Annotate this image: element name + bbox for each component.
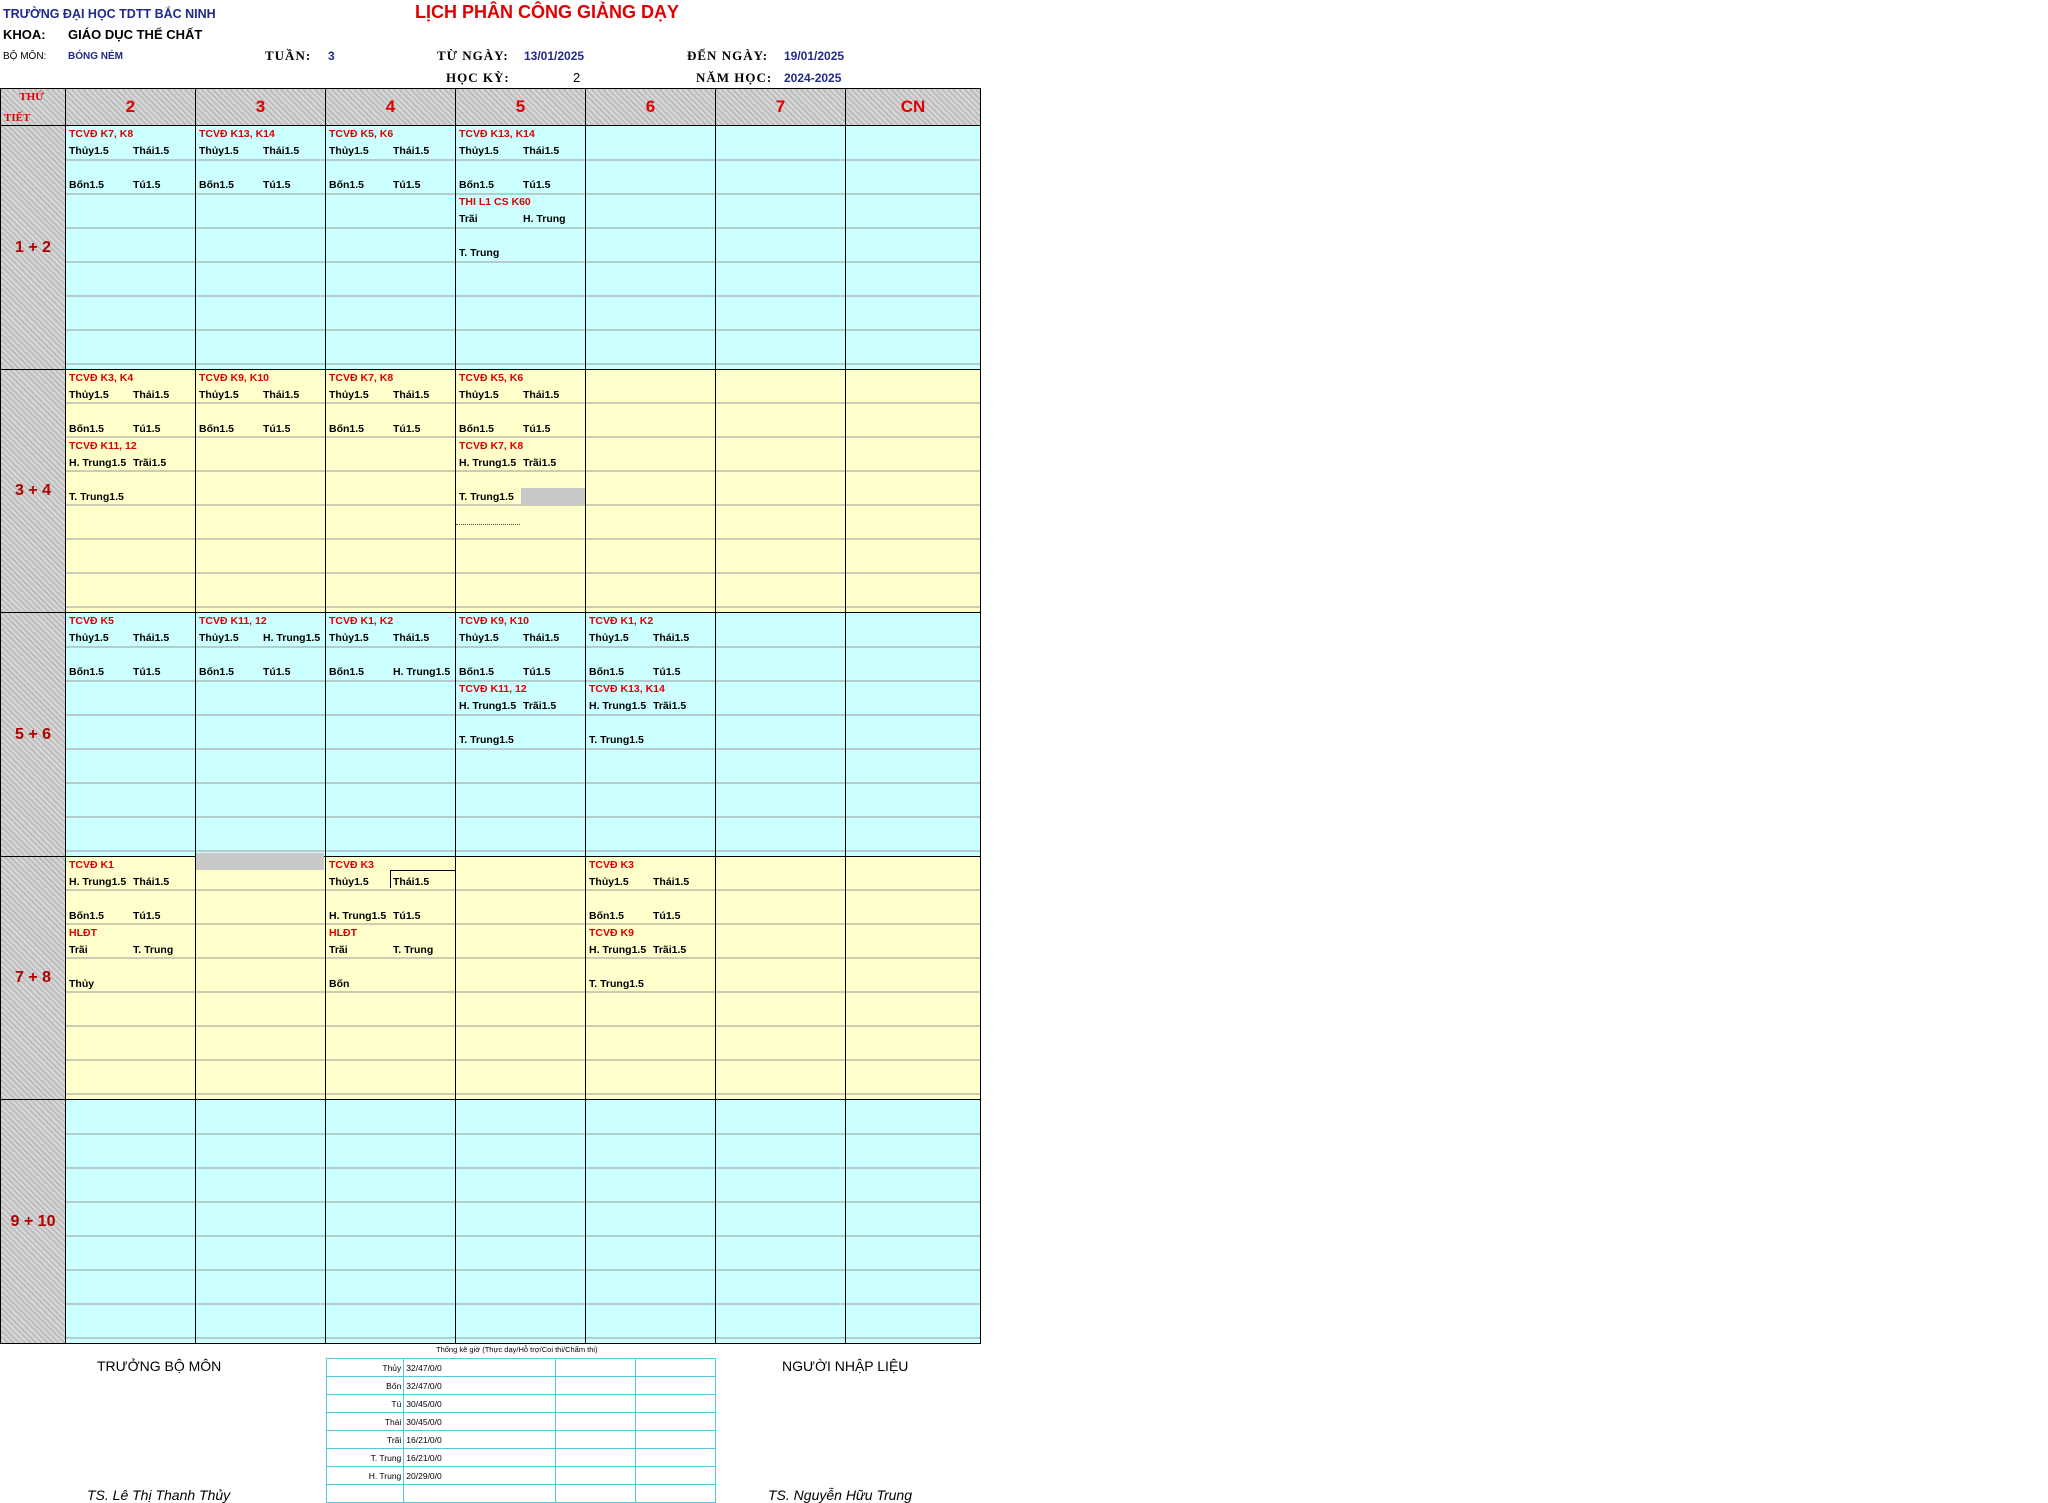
schedule-cell[interactable] xyxy=(846,369,981,613)
week-label: TUẦN: xyxy=(265,48,312,63)
schedule-cell[interactable] xyxy=(326,369,456,613)
schedule-cell[interactable] xyxy=(66,613,196,857)
schedule-cell[interactable] xyxy=(716,126,846,370)
teacher-hours: H. Trung1.5 xyxy=(69,875,127,888)
class-name: TCVĐ K9, K10 xyxy=(199,371,270,384)
day-header-2: 2 xyxy=(66,89,196,126)
teacher-hours: Thủy1.5 xyxy=(589,875,629,888)
teacher-row xyxy=(589,732,715,749)
teacher-hours: Thái1.5 xyxy=(133,388,170,401)
class-name: TCVĐ K11, 12 xyxy=(459,683,527,696)
teacher-hours: Tú1.5 xyxy=(393,179,421,192)
teacher-row xyxy=(69,421,195,438)
teacher-hours: Bốn1.5 xyxy=(329,666,365,679)
day-header-cn: CN xyxy=(846,89,981,126)
teacher-hours: Tú1.5 xyxy=(133,422,161,435)
stats-name: Bốn xyxy=(327,1377,404,1395)
cell-entries xyxy=(69,857,195,993)
teacher-hours: Thái1.5 xyxy=(653,632,690,645)
teacher-hours: Thái1.5 xyxy=(393,875,430,888)
period-label: 7 + 8 xyxy=(1,856,66,1100)
schedule-cell[interactable] xyxy=(196,126,326,370)
teacher-hours: Bốn1.5 xyxy=(199,666,235,679)
stats-empty-cell xyxy=(556,1377,636,1395)
teacher-row xyxy=(459,421,585,438)
teacher-hours: T. Trung1.5 xyxy=(69,490,124,503)
schedule-cell[interactable] xyxy=(586,1100,716,1344)
cell-entries xyxy=(459,370,585,506)
stats-empty-cell xyxy=(636,1377,716,1395)
faculty-value: GIÁO DỤC THỂ CHẤT xyxy=(68,27,203,42)
stats-name: T. Trung xyxy=(327,1449,404,1467)
class-name: TCVĐ K3 xyxy=(589,858,634,871)
teacher-hours: T. Trung xyxy=(393,943,434,956)
cell-entries xyxy=(459,613,585,749)
teacher-row xyxy=(459,143,585,160)
teacher-row xyxy=(329,976,455,993)
class-name: TCVĐ K5, K6 xyxy=(459,371,524,384)
teacher-hours: H. Trung1.5 xyxy=(263,632,321,645)
teacher-hours: Trãi1.5 xyxy=(523,700,557,713)
schedule-grid xyxy=(0,88,981,1344)
stats-row xyxy=(327,1449,716,1467)
cell-entries xyxy=(329,126,455,194)
stats-empty-cell xyxy=(556,1449,636,1467)
from-date-value: 13/01/2025 xyxy=(524,49,585,63)
stats-empty-cell xyxy=(556,1359,636,1377)
teacher-row xyxy=(69,455,195,472)
period-label: 9 + 10 xyxy=(1,1100,66,1344)
teacher-hours: H. Trung1.5 xyxy=(589,700,647,713)
schedule-cell[interactable] xyxy=(586,369,716,613)
teacher-row xyxy=(589,874,715,891)
class-name: TCVĐ K7, K8 xyxy=(329,371,394,384)
schedule-cell[interactable] xyxy=(586,613,716,857)
teacher-hours: Tú1.5 xyxy=(133,909,161,922)
teacher-hours: Thủy1.5 xyxy=(69,632,109,645)
class-name: TCVĐ K1, K2 xyxy=(329,615,394,628)
class-name: TCVĐ K5, K6 xyxy=(329,128,394,141)
bordered-cell xyxy=(390,870,455,888)
teacher-row xyxy=(459,387,585,404)
cell-entries xyxy=(329,370,455,438)
class-name: HLĐT xyxy=(69,926,97,939)
teacher-row xyxy=(69,177,195,194)
dotted-divider xyxy=(456,524,520,525)
teacher-hours: Trãi1.5 xyxy=(653,700,687,713)
stats-empty-cell xyxy=(636,1395,716,1413)
teacher-hours: Trãi xyxy=(69,943,88,956)
teacher-hours: Tú1.5 xyxy=(263,179,291,192)
faculty-label: KHOA: xyxy=(3,27,46,42)
stats-empty-cell xyxy=(636,1359,716,1377)
teacher-row xyxy=(459,732,585,749)
class-name: TCVĐ K7, K8 xyxy=(459,439,524,452)
teacher-hours: Bốn1.5 xyxy=(199,422,235,435)
teacher-row xyxy=(459,698,585,715)
schedule-cell[interactable] xyxy=(456,856,586,1100)
cell-entries xyxy=(589,613,715,749)
teacher-hours: Trãi xyxy=(329,943,348,956)
cell-entries xyxy=(199,613,325,681)
stats-name: Trãi xyxy=(327,1431,404,1449)
stats-empty-cell xyxy=(327,1485,404,1503)
teacher-row xyxy=(329,942,455,959)
corner-period-label: TIẾT xyxy=(4,112,31,125)
schedule-cell[interactable] xyxy=(716,369,846,613)
sheet-header xyxy=(0,0,980,88)
teacher-hours: Bốn1.5 xyxy=(459,422,495,435)
class-name: TCVĐ K9 xyxy=(589,926,634,939)
teacher-row xyxy=(69,664,195,681)
to-date-label: ĐẾN NGÀY: xyxy=(687,48,769,63)
teacher-hours: H. Trung1.5 xyxy=(459,456,517,469)
schedule-cell[interactable] xyxy=(716,1100,846,1344)
teacher-row xyxy=(69,942,195,959)
page-title: LỊCH PHÂN CÔNG GIẢNG DẠY xyxy=(415,2,680,22)
stats-value: 32/47/0/0 xyxy=(404,1359,556,1377)
teacher-hours: Bốn1.5 xyxy=(589,909,625,922)
teacher-hours: H. Trung xyxy=(523,213,566,226)
teacher-hours: Thái1.5 xyxy=(133,875,170,888)
teacher-hours: Tú1.5 xyxy=(263,666,291,679)
stats-row xyxy=(327,1413,716,1431)
teacher-row xyxy=(329,630,455,647)
teacher-hours: Thái1.5 xyxy=(133,632,170,645)
teacher-hours: Bốn1.5 xyxy=(329,179,365,192)
teacher-hours: Thủy xyxy=(69,977,95,990)
schedule-cell[interactable] xyxy=(326,1100,456,1344)
teacher-hours: Bốn1.5 xyxy=(459,179,495,192)
teacher-row xyxy=(199,630,325,647)
teacher-hours: Thủy1.5 xyxy=(459,388,499,401)
teacher-hours: T. Trung1.5 xyxy=(589,977,644,990)
teacher-hours: Tú1.5 xyxy=(393,422,421,435)
teacher-hours: T. Trung xyxy=(459,247,500,260)
teacher-hours: H. Trung1.5 xyxy=(69,456,127,469)
stats-value: 30/45/0/0 xyxy=(404,1413,556,1431)
schedule-cell[interactable] xyxy=(846,126,981,370)
teacher-hours: Thủy1.5 xyxy=(329,388,369,401)
stats-empty-cell xyxy=(636,1431,716,1449)
schedule-cell[interactable] xyxy=(456,613,586,857)
teacher-row xyxy=(69,489,195,506)
teacher-hours: Thủy1.5 xyxy=(459,145,499,158)
gray-filled-cell xyxy=(196,853,324,870)
teacher-row xyxy=(329,664,455,681)
schedule-cell[interactable] xyxy=(196,1100,326,1344)
class-name: TCVĐ K13, K14 xyxy=(199,128,275,141)
teacher-row xyxy=(69,976,195,993)
period-label: 5 + 6 xyxy=(1,613,66,857)
stats-value: 30/45/0/0 xyxy=(404,1395,556,1413)
stats-name: Thái xyxy=(327,1413,404,1431)
teacher-row xyxy=(589,664,715,681)
teacher-hours: Thủy1.5 xyxy=(199,632,239,645)
data-entry-name: TS. Nguyễn Hữu Trung xyxy=(768,1487,913,1503)
stats-value: 32/47/0/0 xyxy=(404,1377,556,1395)
dept-label: BỘ MÔN: xyxy=(3,51,47,62)
teacher-hours: Trãi1.5 xyxy=(523,456,557,469)
teacher-row xyxy=(589,976,715,993)
teacher-hours: Tú1.5 xyxy=(523,179,551,192)
class-name: TCVĐ K1, K2 xyxy=(589,615,654,628)
teacher-hours: Thái1.5 xyxy=(133,145,170,158)
teacher-hours: Tú1.5 xyxy=(393,909,421,922)
stats-name: H. Trung xyxy=(327,1467,404,1485)
teacher-hours: T. Trung1.5 xyxy=(459,490,514,503)
teacher-row xyxy=(329,387,455,404)
teacher-row xyxy=(69,387,195,404)
teacher-row xyxy=(69,908,195,925)
head-of-dept-title: TRƯỞNG BỘ MÔN xyxy=(97,1358,222,1374)
teacher-hours: Thái1.5 xyxy=(393,388,430,401)
to-date-value: 19/01/2025 xyxy=(784,49,845,63)
cell-entries xyxy=(589,857,715,993)
teacher-hours: Thủy1.5 xyxy=(459,632,499,645)
day-header-6: 6 xyxy=(586,89,716,126)
period-label: 1 + 2 xyxy=(1,126,66,370)
dept-value: BÓNG NÉM xyxy=(68,51,123,62)
teacher-hours: Bốn1.5 xyxy=(69,422,105,435)
schedule-cell[interactable] xyxy=(716,856,846,1100)
schedule-cell[interactable] xyxy=(326,126,456,370)
corner-header xyxy=(1,89,66,126)
teacher-hours: Thủy1.5 xyxy=(329,632,369,645)
class-name: TCVĐ K5 xyxy=(69,615,114,628)
teacher-hours: Thái1.5 xyxy=(393,632,430,645)
cell-entries xyxy=(329,613,455,681)
teacher-hours: Thủy1.5 xyxy=(199,388,239,401)
teacher-hours: Thủy1.5 xyxy=(69,145,109,158)
schedule-cell[interactable] xyxy=(456,1100,586,1344)
stats-name: Thủy xyxy=(327,1359,404,1377)
teacher-row xyxy=(199,177,325,194)
teacher-hours: Thái1.5 xyxy=(523,632,560,645)
teacher-row xyxy=(199,421,325,438)
teacher-hours: Thái1.5 xyxy=(393,145,430,158)
teacher-row xyxy=(459,245,585,262)
class-name: TCVĐ K1 xyxy=(69,858,114,871)
class-name: TCVĐ K13, K14 xyxy=(589,683,665,696)
stats-row xyxy=(327,1485,716,1503)
teacher-hours: Tú1.5 xyxy=(523,666,551,679)
teacher-hours: Thái1.5 xyxy=(263,145,300,158)
class-name: TCVĐ K13, K14 xyxy=(459,128,535,141)
data-entry-title: NGƯỜI NHẬP LIỆU xyxy=(782,1358,909,1374)
teacher-row xyxy=(329,421,455,438)
stats-title: Thống kê giờ (Thực dạy/Hỗ trợ/Coi thi/Chấm thi) xyxy=(436,1345,598,1354)
week-value: 3 xyxy=(328,49,335,63)
teacher-hours: Bốn1.5 xyxy=(69,179,105,192)
year-label: NĂM HỌC: xyxy=(696,70,773,85)
teacher-hours: Thủy1.5 xyxy=(329,875,369,888)
teacher-row xyxy=(199,664,325,681)
stats-empty-cell xyxy=(556,1413,636,1431)
teacher-row xyxy=(589,908,715,925)
schedule-cell[interactable] xyxy=(66,126,196,370)
teacher-hours: Bốn1.5 xyxy=(199,179,235,192)
class-name: TCVĐ K7, K8 xyxy=(69,128,134,141)
teacher-hours: Bốn1.5 xyxy=(459,666,495,679)
teacher-row xyxy=(589,942,715,959)
stats-empty-cell xyxy=(556,1395,636,1413)
teacher-hours: Tú1.5 xyxy=(133,666,161,679)
teacher-hours: Trãi1.5 xyxy=(653,943,687,956)
teacher-hours: Bốn xyxy=(329,977,350,990)
teacher-row xyxy=(329,908,455,925)
teacher-hours: Thủy1.5 xyxy=(199,145,239,158)
teacher-hours: Thái1.5 xyxy=(653,875,690,888)
class-name: TCVĐ K3, K4 xyxy=(69,371,134,384)
stats-empty-cell xyxy=(636,1449,716,1467)
semester-value: 2 xyxy=(573,70,581,85)
teacher-hours: Bốn1.5 xyxy=(589,666,625,679)
teacher-hours: Bốn1.5 xyxy=(69,666,105,679)
cell-entries xyxy=(199,126,325,194)
cell-entries xyxy=(69,126,195,194)
cell-entries xyxy=(199,370,325,438)
class-name: THI L1 CS K60 xyxy=(459,196,531,209)
stats-value: 16/21/0/0 xyxy=(404,1431,556,1449)
teacher-hours: Bốn1.5 xyxy=(69,909,105,922)
stats-empty-cell xyxy=(556,1431,636,1449)
class-name: HLĐT xyxy=(329,926,357,939)
stats-empty-cell xyxy=(636,1467,716,1485)
teacher-hours: Trãi xyxy=(459,213,478,226)
class-name: TCVĐ K11, 12 xyxy=(69,439,137,452)
schedule-cell[interactable] xyxy=(196,369,326,613)
day-header-4: 4 xyxy=(326,89,456,126)
schedule-cell[interactable] xyxy=(66,1100,196,1344)
teacher-row xyxy=(459,177,585,194)
teacher-hours: Tú1.5 xyxy=(263,422,291,435)
teacher-row xyxy=(69,874,195,891)
teacher-hours: Thái1.5 xyxy=(523,145,560,158)
day-header-7: 7 xyxy=(716,89,846,126)
stats-row xyxy=(327,1431,716,1449)
stats-empty-cell xyxy=(556,1485,636,1503)
teacher-hours: Bốn1.5 xyxy=(329,422,365,435)
teacher-hours: Thủy1.5 xyxy=(69,388,109,401)
from-date-label: TỪ NGÀY: xyxy=(437,48,509,63)
schedule-cell[interactable] xyxy=(456,126,586,370)
schedule-cell[interactable] xyxy=(326,856,456,1100)
schedule-cell[interactable] xyxy=(586,126,716,370)
teacher-row xyxy=(329,143,455,160)
teacher-hours: Trãi1.5 xyxy=(133,456,167,469)
year-value: 2024-2025 xyxy=(784,71,842,85)
school-name: TRƯỜNG ĐẠI HỌC TDTT BẮC NINH xyxy=(3,7,216,21)
schedule-cell[interactable] xyxy=(846,1100,981,1344)
hours-stats-table xyxy=(326,1358,716,1503)
semester-label: HỌC KỲ: xyxy=(446,70,510,85)
teacher-row xyxy=(459,455,585,472)
teacher-hours: H. Trung1.5 xyxy=(589,943,647,956)
sheet-footer xyxy=(0,1344,980,1503)
teacher-hours: Thái1.5 xyxy=(263,388,300,401)
schedule-cell[interactable] xyxy=(326,613,456,857)
stats-row xyxy=(327,1395,716,1413)
teacher-row xyxy=(69,630,195,647)
teacher-hours: H. Trung1.5 xyxy=(393,666,451,679)
class-name: TCVĐ K11, 12 xyxy=(199,615,267,628)
cell-entries xyxy=(69,370,195,506)
schedule-cell[interactable] xyxy=(196,613,326,857)
stats-empty-cell xyxy=(556,1467,636,1485)
teacher-hours: Tú1.5 xyxy=(523,422,551,435)
teacher-hours: Thái1.5 xyxy=(523,388,560,401)
teacher-row xyxy=(589,698,715,715)
stats-empty-cell xyxy=(636,1413,716,1431)
schedule-cell[interactable] xyxy=(846,613,981,857)
stats-row xyxy=(327,1467,716,1485)
teacher-row xyxy=(459,664,585,681)
stats-empty-cell xyxy=(404,1485,556,1503)
teacher-row xyxy=(459,211,585,228)
teacher-hours: Thủy1.5 xyxy=(329,145,369,158)
class-name: TCVĐ K9, K10 xyxy=(459,615,530,628)
period-label: 3 + 4 xyxy=(1,369,66,613)
schedule-cell[interactable] xyxy=(716,613,846,857)
cell-entries xyxy=(459,126,585,262)
teacher-row xyxy=(69,143,195,160)
teacher-row xyxy=(199,387,325,404)
head-of-dept-name: TS. Lê Thị Thanh Thủy xyxy=(87,1487,231,1503)
day-header-3: 3 xyxy=(196,89,326,126)
class-name: TCVĐ K3 xyxy=(329,858,374,871)
teacher-row xyxy=(199,143,325,160)
cell-entries xyxy=(69,613,195,681)
corner-day-label: THỨ xyxy=(19,91,44,103)
stats-value: 20/29/0/0 xyxy=(404,1467,556,1485)
teacher-hours: T. Trung1.5 xyxy=(459,734,514,747)
schedule-cell[interactable] xyxy=(66,856,196,1100)
teacher-hours: Thủy1.5 xyxy=(589,632,629,645)
teacher-row xyxy=(589,630,715,647)
stats-name: Tú xyxy=(327,1395,404,1413)
schedule-cell[interactable] xyxy=(66,369,196,613)
teacher-row xyxy=(329,177,455,194)
schedule-cell[interactable] xyxy=(196,856,326,1100)
schedule-cell[interactable] xyxy=(846,856,981,1100)
schedule-cell[interactable] xyxy=(586,856,716,1100)
teacher-row xyxy=(459,630,585,647)
teacher-hours: Tú1.5 xyxy=(653,666,681,679)
teacher-hours: H. Trung1.5 xyxy=(459,700,517,713)
stats-value: 16/21/0/0 xyxy=(404,1449,556,1467)
day-header-5: 5 xyxy=(456,89,586,126)
stats-row xyxy=(327,1377,716,1395)
teacher-hours: Tú1.5 xyxy=(653,909,681,922)
teacher-hours: H. Trung1.5 xyxy=(329,909,387,922)
stats-empty-cell xyxy=(636,1485,716,1503)
gray-filled-cell xyxy=(521,488,585,505)
teacher-hours: T. Trung xyxy=(133,943,174,956)
teacher-hours: Tú1.5 xyxy=(133,179,161,192)
teacher-hours: T. Trung1.5 xyxy=(589,734,644,747)
stats-row xyxy=(327,1359,716,1377)
